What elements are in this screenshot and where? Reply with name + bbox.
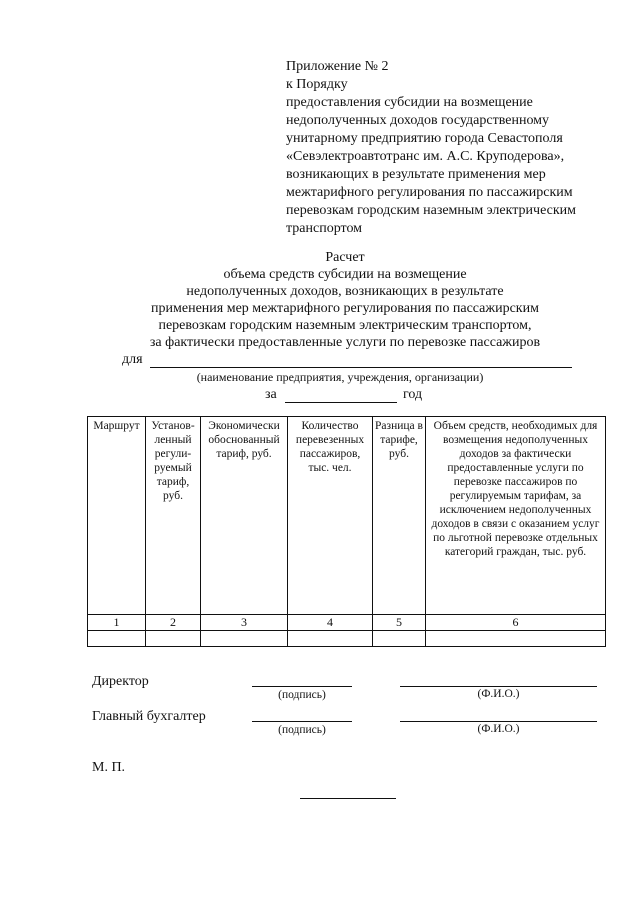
footer-divider: [300, 798, 396, 799]
table-header-row: [88, 417, 606, 615]
organization-caption: (наименование предприятия, учреждения, организации): [196, 370, 484, 384]
director-signature-caption: (подпись): [278, 689, 326, 701]
header-regulated-tariff: Установ-ленный регули-руемый тариф, руб.: [146, 417, 201, 615]
title-line: недополученных доходов, возникающих в результате: [186, 284, 504, 299]
calculation-table: [87, 416, 606, 647]
accountant-signature-caption: (подпись): [278, 724, 326, 736]
appendix-number: Приложение № 2: [286, 59, 389, 74]
table-cell[interactable]: [288, 631, 373, 647]
title-line: применения мер межтарифного регулирования по пассажирским: [151, 301, 539, 316]
appendix-body-line: межтарифного регулирования по пассажирским: [286, 185, 573, 200]
column-number: 5: [373, 615, 426, 631]
table-cell[interactable]: [146, 631, 201, 647]
column-number: 3: [201, 615, 288, 631]
year-field[interactable]: [285, 402, 397, 403]
title-line: объема средств субсидии на возмещение: [223, 267, 467, 282]
table-cell[interactable]: [201, 631, 288, 647]
appendix-body-line: транспортом: [286, 221, 363, 236]
appendix-body-line: возникающих в результате применения мер: [286, 167, 546, 182]
year-suffix: год: [403, 387, 423, 402]
appendix-body-line: унитарному предприятию города Севастополя: [286, 131, 563, 146]
header-subsidy-amount: Объем средств, необходимых для возмещения недополученных доходов за фактически предоставленные услуги по перевозке пассажиров по регулируемым тарифам, за исключением недополученных доходов в связи с оказанием услуг по льготной перевозке отдельных категорий граждан, тыс. руб.: [426, 417, 606, 615]
accountant-label: Главный бухгалтер: [92, 709, 206, 724]
stamp-label: М. П.: [92, 760, 126, 775]
director-label: Директор: [92, 674, 149, 689]
for-label: для: [122, 352, 143, 367]
column-number: 6: [426, 615, 606, 631]
title-line: Расчет: [325, 250, 365, 265]
accountant-signature-field[interactable]: [252, 721, 352, 722]
title-line: за фактически предоставленные услуги по перевозке пассажиров: [149, 335, 541, 350]
appendix-block: [286, 58, 606, 238]
appendix-reference: к Порядку: [286, 77, 348, 92]
accountant-name-field[interactable]: [400, 721, 597, 722]
table-cell[interactable]: [373, 631, 426, 647]
year-prefix: за: [265, 387, 277, 402]
header-economic-tariff: Экономически обоснованный тариф, руб.: [201, 417, 288, 615]
director-name-field[interactable]: [400, 686, 597, 687]
organization-row: [122, 352, 572, 370]
table-row: [88, 631, 606, 647]
appendix-body-line: «Севэлектроавтотранс им. А.С. Круподерова»,: [286, 149, 565, 164]
appendix-body-line: перевозкам городским наземным электрическим: [286, 203, 577, 218]
column-number: 1: [88, 615, 146, 631]
table-cell[interactable]: [426, 631, 606, 647]
column-number: 4: [288, 615, 373, 631]
table-cell[interactable]: [88, 631, 146, 647]
header-tariff-difference: Разница в тарифе, руб.: [373, 417, 426, 615]
appendix-body-line: предоставления субсидии на возмещение: [286, 95, 533, 110]
appendix-body-line: недополученных доходов государственному: [286, 113, 550, 128]
header-route: Маршрут: [88, 417, 146, 615]
document-title: [90, 249, 600, 351]
header-passengers: Количество перевезенных пассажиров, тыс. чел.: [288, 417, 373, 615]
year-row: [265, 387, 465, 405]
director-signature-field[interactable]: [252, 686, 352, 687]
director-name-caption: (Ф.И.О.): [477, 688, 520, 700]
organization-name-field[interactable]: [150, 367, 572, 368]
title-line: перевозкам городским наземным электрическим транспортом,: [158, 318, 532, 333]
accountant-name-caption: (Ф.И.О.): [477, 723, 520, 735]
column-number: 2: [146, 615, 201, 631]
table-row: [88, 615, 606, 631]
